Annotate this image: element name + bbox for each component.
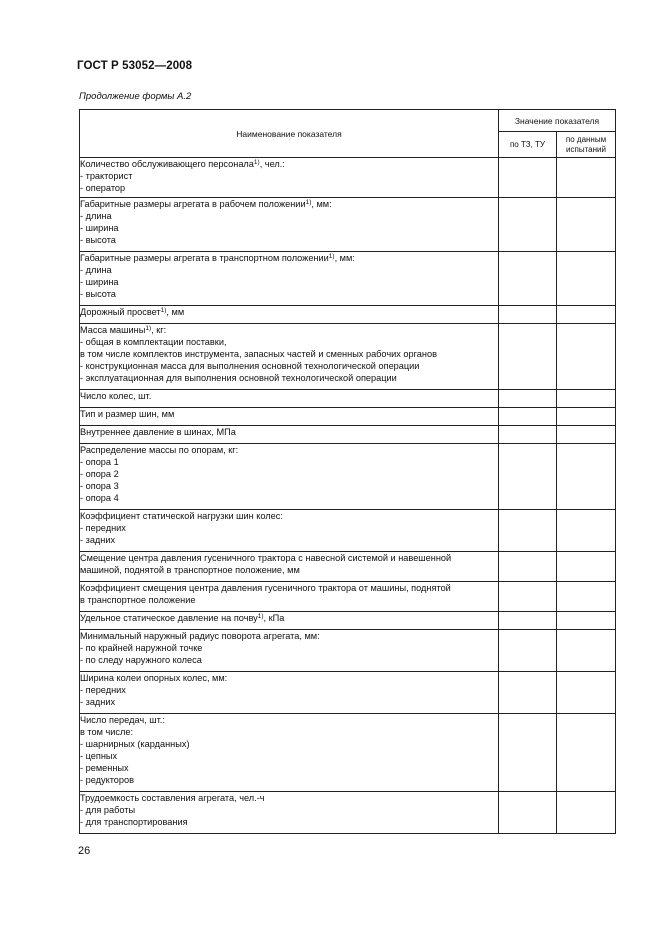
page-number: 26 xyxy=(78,845,91,857)
indicator-text: - для работы xyxy=(80,805,136,815)
indicator-text: Число колес, шт. xyxy=(80,391,152,401)
test-value-cell[interactable] xyxy=(557,714,616,792)
table-row xyxy=(80,582,616,612)
spec-value-cell[interactable] xyxy=(499,158,557,198)
indicator-name-cell xyxy=(80,582,499,612)
indicator-line xyxy=(80,276,498,288)
test-value-cell[interactable] xyxy=(557,444,616,510)
indicator-text: Ширина колеи опорных колес, мм: xyxy=(80,673,228,683)
test-value-cell[interactable] xyxy=(557,426,616,444)
table-row xyxy=(80,158,616,198)
test-value-cell[interactable] xyxy=(557,408,616,426)
indicator-line xyxy=(80,552,498,564)
indicator-line xyxy=(80,390,498,402)
indicator-text: Габаритные размеры агрегата в рабочем положении xyxy=(80,199,306,209)
indicator-line xyxy=(80,522,498,534)
indicator-text: - цепных xyxy=(80,751,118,761)
indicator-text: машиной, поднятой в транспортное положение, мм xyxy=(80,565,300,575)
indicator-text: - длина xyxy=(80,211,112,221)
form-caption: Продолжение формы А.2 xyxy=(79,91,192,102)
table-row xyxy=(80,306,616,324)
indicator-line xyxy=(80,774,498,786)
indicator-name-cell xyxy=(80,444,499,510)
test-value-cell[interactable] xyxy=(557,324,616,390)
indicator-text: - шарнирных (карданных) xyxy=(80,739,190,749)
test-value-cell[interactable] xyxy=(557,792,616,834)
test-value-cell[interactable] xyxy=(557,158,616,198)
spec-value-cell[interactable] xyxy=(499,612,557,630)
indicator-line xyxy=(80,762,498,774)
indicator-line xyxy=(80,696,498,708)
indicator-line xyxy=(80,456,498,468)
indicator-line xyxy=(80,234,498,246)
indicator-line xyxy=(80,158,498,170)
spec-value-cell[interactable] xyxy=(499,792,557,834)
indicator-unit: , мм: xyxy=(334,253,355,263)
spec-value-cell[interactable] xyxy=(499,630,557,672)
table-row xyxy=(80,552,616,582)
indicator-line xyxy=(80,738,498,750)
indicator-line xyxy=(80,480,498,492)
indicator-text: - для транспортирования xyxy=(80,817,188,827)
indicator-name-cell xyxy=(80,252,499,306)
test-value-cell[interactable] xyxy=(557,198,616,252)
indicator-line xyxy=(80,672,498,684)
indicator-name-cell xyxy=(80,324,499,390)
indicator-value-header: Значение показателя xyxy=(499,110,616,132)
table-row xyxy=(80,252,616,306)
indicator-text: Внутреннее давление в шинах, МПа xyxy=(80,427,236,437)
footnote-marker: 1) xyxy=(145,325,152,332)
indicator-line xyxy=(80,714,498,726)
indicator-line xyxy=(80,642,498,654)
test-value-header: по данным испытаний xyxy=(557,132,616,158)
indicator-line xyxy=(80,726,498,738)
indicator-text: - опора 2 xyxy=(80,469,119,479)
indicator-line xyxy=(80,360,498,372)
indicator-name-cell xyxy=(80,510,499,552)
indicator-line xyxy=(80,372,498,384)
spec-value-cell[interactable] xyxy=(499,426,557,444)
test-value-cell[interactable] xyxy=(557,582,616,612)
indicator-text: Дорожный просвет xyxy=(80,307,161,317)
document-id: ГОСТ Р 53052—2008 xyxy=(77,60,193,72)
indicator-line xyxy=(80,492,498,504)
indicator-text: - ширина xyxy=(80,277,119,287)
indicator-line xyxy=(80,252,498,264)
table-row xyxy=(80,198,616,252)
test-value-cell[interactable] xyxy=(557,390,616,408)
table-row xyxy=(80,324,616,390)
spec-value-cell[interactable] xyxy=(499,672,557,714)
indicator-name-cell xyxy=(80,552,499,582)
test-value-cell[interactable] xyxy=(557,672,616,714)
indicator-text: Распределение массы по опорам, кг: xyxy=(80,445,239,455)
indicator-name-cell xyxy=(80,306,499,324)
indicator-line xyxy=(80,510,498,522)
indicator-line xyxy=(80,210,498,222)
table-header-row xyxy=(80,110,616,132)
indicator-name-cell xyxy=(80,158,499,198)
indicator-text: - по крайней наружной точке xyxy=(80,643,203,653)
indicator-name-cell xyxy=(80,714,499,792)
indicator-line xyxy=(80,684,498,696)
indicator-line xyxy=(80,170,498,182)
spec-value-cell[interactable] xyxy=(499,324,557,390)
indicator-text: в транспортное положение xyxy=(80,595,196,605)
indicator-line xyxy=(80,306,498,318)
indicator-line xyxy=(80,654,498,666)
indicator-line xyxy=(80,288,498,300)
indicator-line xyxy=(80,348,498,360)
table-row xyxy=(80,792,616,834)
spec-value-cell[interactable] xyxy=(499,552,557,582)
indicator-text: - общая в комплектации поставки, xyxy=(80,337,227,347)
indicator-text: Тип и размер шин, мм xyxy=(80,409,175,419)
table-row xyxy=(80,444,616,510)
test-value-cell[interactable] xyxy=(557,252,616,306)
indicator-text: в том числе: xyxy=(80,727,134,737)
indicator-text: Трудоемкость составления агрегата, чел.-ч xyxy=(80,793,265,803)
table-row xyxy=(80,630,616,672)
indicator-line xyxy=(80,264,498,276)
table-row xyxy=(80,612,616,630)
footnote-marker: 1) xyxy=(160,307,167,314)
indicator-text: - длина xyxy=(80,265,112,275)
indicator-line xyxy=(80,182,498,194)
spec-value-cell[interactable] xyxy=(499,408,557,426)
test-value-cell[interactable] xyxy=(557,510,616,552)
indicator-text: - задних xyxy=(80,697,116,707)
footnote-marker: 1) xyxy=(253,159,260,166)
test-value-cell[interactable] xyxy=(557,552,616,582)
table-row xyxy=(80,714,616,792)
indicator-line xyxy=(80,408,498,420)
indicator-text: Коэффициент смещения центра давления гусеничного трактора от машины, поднятой xyxy=(80,583,451,593)
spec-value-cell[interactable] xyxy=(499,582,557,612)
indicator-text: - опора 3 xyxy=(80,481,119,491)
spec-value-header: по ТЗ, ТУ xyxy=(499,132,557,158)
indicator-text: - опора 1 xyxy=(80,457,119,467)
indicator-text: - конструкционная масса для выполнения основной технологической операции xyxy=(80,361,420,371)
indicator-text: Коэффициент статической нагрузки шин колес: xyxy=(80,511,283,521)
indicator-unit: , кг: xyxy=(151,325,167,335)
indicator-line xyxy=(80,630,498,642)
indicator-name-cell xyxy=(80,672,499,714)
indicator-text: - передних xyxy=(80,523,126,533)
indicator-text: - оператор xyxy=(80,183,126,193)
indicator-name-cell xyxy=(80,630,499,672)
indicator-text: - редукторов xyxy=(80,775,135,785)
indicator-unit: , мм: xyxy=(311,199,332,209)
indicator-name-header: Наименование показателя xyxy=(80,110,499,158)
test-value-cell[interactable] xyxy=(557,612,616,630)
indicator-text: - по следу наружного колеса xyxy=(80,655,202,665)
indicator-text: Минимальный наружный радиус поворота агрегата, мм: xyxy=(80,631,320,641)
indicator-name-cell xyxy=(80,198,499,252)
indicator-unit: , кПа xyxy=(263,613,285,623)
indicator-text: Масса машины xyxy=(80,325,146,335)
spec-value-cell[interactable] xyxy=(499,510,557,552)
indicator-text: - высота xyxy=(80,235,116,245)
indicator-name-cell xyxy=(80,408,499,426)
indicator-line xyxy=(80,804,498,816)
indicator-unit: , чел.: xyxy=(259,159,285,169)
indicator-text: - тракторист xyxy=(80,171,133,181)
indicator-text: Габаритные размеры агрегата в транспортном положении xyxy=(80,253,329,263)
spec-value-cell[interactable] xyxy=(499,390,557,408)
spec-value-cell[interactable] xyxy=(499,198,557,252)
indicator-line xyxy=(80,468,498,480)
indicator-text: - опора 4 xyxy=(80,493,119,503)
indicator-line xyxy=(80,324,498,336)
indicator-line xyxy=(80,534,498,546)
indicator-text: Удельное статическое давление на почву xyxy=(80,613,258,623)
indicator-text: - эксплуатационная для выполнения основной технологической операции xyxy=(80,373,397,383)
indicator-line xyxy=(80,792,498,804)
indicator-text: Смещение центра давления гусеничного трактора с навесной системой и навешенной xyxy=(80,553,452,563)
indicator-text: - высота xyxy=(80,289,116,299)
indicator-text: - передних xyxy=(80,685,126,695)
table-row xyxy=(80,390,616,408)
indicator-line xyxy=(80,444,498,456)
indicator-line xyxy=(80,222,498,234)
spec-value-cell[interactable] xyxy=(499,252,557,306)
indicator-text: Количество обслуживающего персонала xyxy=(80,159,254,169)
indicator-line xyxy=(80,336,498,348)
indicator-text: - ширина xyxy=(80,223,119,233)
indicator-name-cell xyxy=(80,792,499,834)
footnote-marker: 1) xyxy=(257,613,264,620)
indicator-line xyxy=(80,582,498,594)
indicator-name-cell xyxy=(80,426,499,444)
spec-value-cell[interactable] xyxy=(499,714,557,792)
test-value-cell[interactable] xyxy=(557,306,616,324)
indicator-line xyxy=(80,426,498,438)
indicator-text: - ременных xyxy=(80,763,129,773)
table-row xyxy=(80,426,616,444)
indicator-line xyxy=(80,198,498,210)
indicator-line xyxy=(80,816,498,828)
indicator-line xyxy=(80,564,498,576)
table-row xyxy=(80,672,616,714)
indicator-name-cell xyxy=(80,612,499,630)
indicator-text: - задних xyxy=(80,535,116,545)
indicator-text: Число передач, шт.: xyxy=(80,715,165,725)
indicator-line xyxy=(80,594,498,606)
footnote-marker: 1) xyxy=(328,253,335,260)
spec-value-cell[interactable] xyxy=(499,306,557,324)
spec-value-cell[interactable] xyxy=(499,444,557,510)
test-value-cell[interactable] xyxy=(557,630,616,672)
indicator-line xyxy=(80,612,498,624)
footnote-marker: 1) xyxy=(305,199,312,206)
indicator-line xyxy=(80,750,498,762)
indicator-text: в том числе комплектов инструмента, запасных частей и сменных рабочих органов xyxy=(80,349,437,359)
table-row xyxy=(80,510,616,552)
indicators-table xyxy=(79,109,616,834)
indicator-unit: , мм xyxy=(166,307,185,317)
indicator-name-cell xyxy=(80,390,499,408)
table-row xyxy=(80,408,616,426)
